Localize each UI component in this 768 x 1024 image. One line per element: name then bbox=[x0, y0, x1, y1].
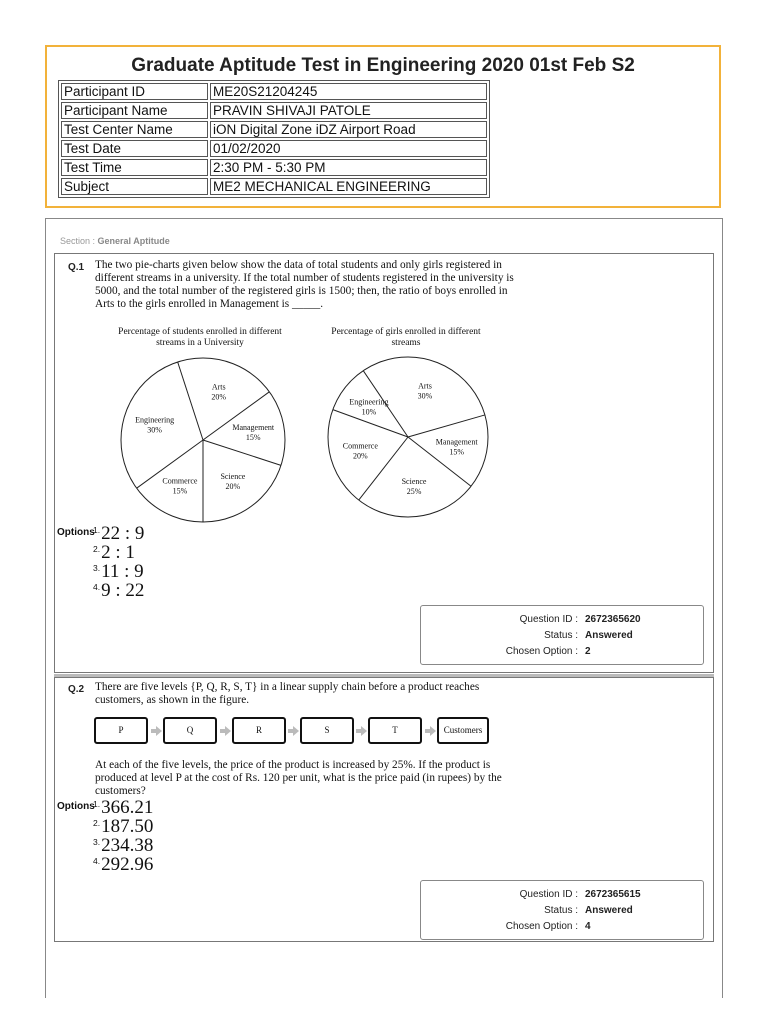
status-value: Answered bbox=[585, 905, 633, 916]
chosen-option-value: 2 bbox=[585, 646, 591, 657]
section-prefix: Section : bbox=[60, 236, 98, 246]
pie-1-title: Percentage of students enrolled in different streams in a University bbox=[118, 327, 282, 348]
pie-slice-value: 20% bbox=[352, 451, 368, 461]
table-row bbox=[61, 102, 487, 119]
table-row bbox=[61, 83, 487, 100]
info-value: ME20S21204245 bbox=[210, 83, 487, 100]
table-row bbox=[61, 140, 487, 157]
flow-box-t: T bbox=[368, 717, 422, 744]
question-text: The two pie-charts given below show the data of total students and only girls registered in different streams in a university. If the total number of students registered in the university is 5000, and the total number of the registered girls is 1500; then, the ratio of boys enrolled in Arts to the girls enrolled in Management is _____. bbox=[95, 259, 514, 310]
info-value: 01/02/2020 bbox=[210, 140, 487, 157]
table-row bbox=[61, 121, 487, 138]
info-label: Participant ID bbox=[61, 83, 208, 100]
option-number: 2. bbox=[93, 818, 101, 828]
pie-slice-value: 20% bbox=[211, 392, 227, 402]
options-label: Options bbox=[57, 527, 95, 538]
option-number: 1. bbox=[93, 799, 101, 809]
chosen-option-value: 4 bbox=[585, 921, 591, 932]
question-meta-2 bbox=[420, 880, 704, 940]
flow-box-customers: Customers bbox=[437, 717, 489, 744]
pie-slice-label: Commerce bbox=[162, 476, 198, 486]
info-label: Test Center Name bbox=[61, 121, 208, 138]
pie-slice-label: Science bbox=[401, 477, 427, 487]
option-number: 1. bbox=[93, 525, 101, 535]
info-value: ME2 MECHANICAL ENGINEERING bbox=[210, 178, 487, 195]
pie-slice-label: Science bbox=[220, 472, 246, 482]
question-text-continued: At each of the five levels, the price of the product is increased by 25%. If the product is produced at level P at the cost of Rs. 120 per unit, what is the price paid (in rupees) by the customers? bbox=[95, 759, 502, 797]
pie-slice-label: Commerce bbox=[342, 441, 378, 451]
option-4 bbox=[93, 580, 144, 602]
pie-slice-label: Engineering bbox=[349, 397, 389, 407]
pie-slice-label: Management bbox=[232, 423, 275, 433]
option-text: 2 : 1 bbox=[101, 542, 135, 563]
question-id-value: 2672365615 bbox=[585, 889, 641, 900]
option-text: 11 : 9 bbox=[101, 561, 144, 582]
pie-slice-value: 20% bbox=[225, 482, 241, 492]
pie-slice-value: 10% bbox=[361, 407, 377, 417]
info-value: 2:30 PM - 5:30 PM bbox=[210, 159, 487, 176]
option-number: 3. bbox=[93, 837, 101, 847]
chosen-option-label: Chosen Option : bbox=[505, 646, 578, 657]
arrow-right-icon bbox=[156, 726, 162, 736]
flow-box-q: Q bbox=[163, 717, 217, 744]
pie-2-title: Percentage of girls enrolled in different streams bbox=[331, 327, 481, 348]
question-id-label: Question ID : bbox=[519, 889, 578, 900]
table-row bbox=[61, 159, 487, 176]
section-name: General Aptitude bbox=[97, 236, 170, 246]
option-number: 4. bbox=[93, 582, 101, 592]
pie-slice-label: Arts bbox=[418, 381, 432, 391]
arrow-right-icon bbox=[225, 726, 231, 736]
flow-box-r: R bbox=[232, 717, 286, 744]
pie-slice-value: 15% bbox=[449, 447, 465, 457]
pie-slice-label: Engineering bbox=[135, 415, 175, 425]
pie-slice-value: 30% bbox=[147, 425, 162, 435]
option-text: 9 : 22 bbox=[101, 580, 145, 601]
option-text: 187.50 bbox=[101, 816, 154, 837]
arrow-right-icon bbox=[361, 726, 367, 736]
info-value: PRAVIN SHIVAJI PATOLE bbox=[210, 102, 487, 119]
option-number: 4. bbox=[93, 856, 101, 866]
pie-slice-value: 15% bbox=[172, 486, 188, 496]
flow-box-s: S bbox=[300, 717, 354, 744]
question-meta-1 bbox=[420, 605, 704, 665]
page-title: Graduate Aptitude Test in Engineering 2020 01st Feb S2 bbox=[131, 55, 635, 76]
option-number: 2. bbox=[93, 544, 101, 554]
arrow-right-icon bbox=[430, 726, 436, 736]
question-text: There are five levels {P, Q, R, S, T} in a linear supply chain before a product reaches customers, as shown in the figure. bbox=[95, 681, 480, 706]
info-label: Participant Name bbox=[61, 102, 208, 119]
question-id-value: 2672365620 bbox=[585, 614, 641, 625]
option-text: 292.96 bbox=[101, 854, 154, 875]
pie-chart-students bbox=[115, 355, 295, 525]
option-number: 3. bbox=[93, 563, 101, 573]
info-value: iON Digital Zone iDZ Airport Road bbox=[210, 121, 487, 138]
option-text: 234.38 bbox=[101, 835, 154, 856]
table-row bbox=[61, 178, 487, 195]
participant-info-table bbox=[58, 80, 490, 198]
question-number: Q.1 bbox=[68, 262, 85, 273]
option-4 bbox=[93, 854, 153, 876]
question-number: Q.2 bbox=[68, 684, 85, 695]
arrow-right-icon bbox=[293, 726, 299, 736]
pie-slice-value: 15% bbox=[245, 433, 261, 443]
info-label: Subject bbox=[61, 178, 208, 195]
section-label bbox=[60, 236, 170, 246]
option-text: 22 : 9 bbox=[101, 523, 145, 544]
pie-slice-value: 30% bbox=[417, 391, 433, 401]
pie-slice-label: Management bbox=[435, 437, 478, 447]
status-label: Status : bbox=[544, 905, 578, 916]
status-label: Status : bbox=[544, 630, 578, 641]
pie-chart-girls bbox=[325, 352, 495, 522]
options-label: Options bbox=[57, 801, 95, 812]
pie-slice-value: 25% bbox=[406, 487, 422, 497]
chosen-option-label: Chosen Option : bbox=[505, 921, 578, 932]
pie-slice-label: Arts bbox=[211, 382, 226, 392]
flow-box-p: P bbox=[94, 717, 148, 744]
info-label: Test Date bbox=[61, 140, 208, 157]
info-label: Test Time bbox=[61, 159, 208, 176]
option-text: 366.21 bbox=[101, 797, 154, 818]
exam-header bbox=[45, 45, 721, 208]
question-id-label: Question ID : bbox=[519, 614, 578, 625]
status-value: Answered bbox=[585, 630, 633, 641]
